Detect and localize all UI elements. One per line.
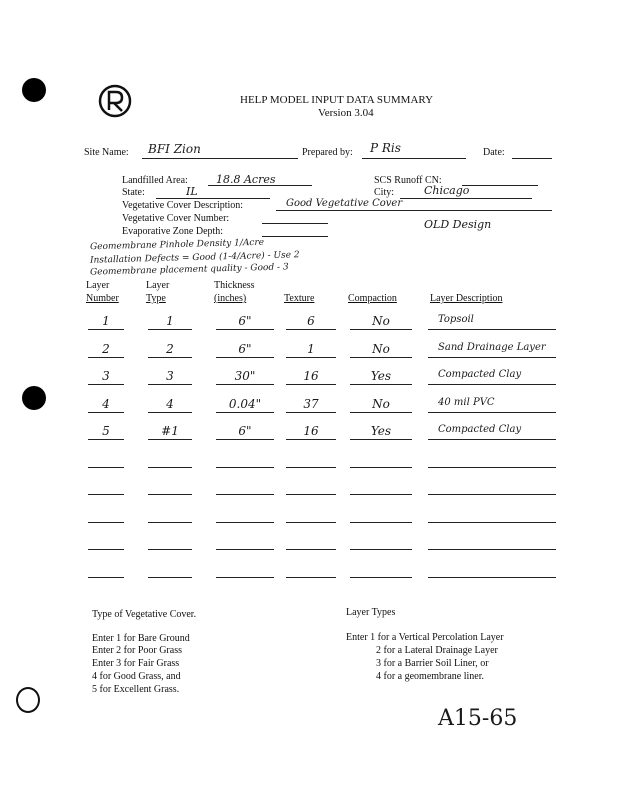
city-value: Chicago <box>424 184 470 197</box>
column-header-type: Type <box>146 293 166 304</box>
design-note: OLD Design <box>424 218 492 231</box>
row-blank-line <box>148 522 192 523</box>
row-blank-line <box>428 384 556 385</box>
row-blank-line <box>286 522 336 523</box>
row-blank-line <box>350 549 412 550</box>
cell-number: 2 <box>102 341 110 356</box>
row-blank-line <box>216 577 274 578</box>
row-blank-line <box>216 384 274 385</box>
state-value: IL <box>186 185 198 198</box>
state-line <box>156 198 270 199</box>
row-blank-line <box>286 384 336 385</box>
row-blank-line <box>350 384 412 385</box>
cell-number: 3 <box>102 369 110 383</box>
row-blank-line <box>148 384 192 385</box>
site-name-value: BFI Zion <box>148 142 201 156</box>
cell-description: Topsoil <box>438 314 474 325</box>
note-3: Geomembrane placement quality - Good - 3 <box>89 262 289 278</box>
row-blank-line <box>350 439 412 440</box>
column-header-description: Layer Description <box>430 293 503 304</box>
row-blank-line <box>428 412 556 413</box>
veg-cover-num-line <box>262 223 328 224</box>
cell-type: 2 <box>166 341 174 356</box>
veg-cover-title: Type of Vegetative Cover. <box>92 609 197 620</box>
cell-thickness: 0.04" <box>228 396 262 411</box>
cell-compaction: No <box>372 341 390 356</box>
row-blank-line <box>216 467 274 468</box>
row-blank-line <box>88 412 124 413</box>
veg-cover-num-label: Vegetative Cover Number: <box>122 213 230 224</box>
row-blank-line <box>350 494 412 495</box>
row-blank-line <box>216 439 274 440</box>
row-blank-line <box>88 329 124 330</box>
veg-cover-option-1: Enter 1 for Bare Ground <box>92 633 190 644</box>
row-blank-line <box>216 412 274 413</box>
cell-number: 1 <box>102 314 110 328</box>
row-blank-line <box>428 329 556 330</box>
row-blank-line <box>148 549 192 550</box>
row-blank-line <box>428 357 556 358</box>
date-label: Date: <box>483 147 505 158</box>
row-blank-line <box>428 549 556 550</box>
cell-texture: 16 <box>303 424 319 438</box>
cell-description: Sand Drainage Layer <box>438 341 546 353</box>
veg-cover-option-2: Enter 2 for Poor Grass <box>92 645 182 656</box>
form-version: Version 3.04 <box>318 107 374 119</box>
site-name-label: Site Name: <box>84 147 129 158</box>
row-blank-line <box>286 549 336 550</box>
city-line <box>400 198 532 199</box>
prepared-by-line <box>362 158 466 159</box>
row-blank-line <box>428 522 556 523</box>
row-blank-line <box>428 467 556 468</box>
row-blank-line <box>216 522 274 523</box>
row-blank-line <box>88 357 124 358</box>
row-blank-line <box>148 467 192 468</box>
note-1: Geomembrane Pinhole Density 1/Acre <box>89 237 265 253</box>
cell-texture: 37 <box>303 396 319 411</box>
row-blank-line <box>148 439 192 440</box>
punch-hole-middle <box>22 386 46 410</box>
row-blank-line <box>350 357 412 358</box>
landfilled-area-value: 18.8 Acres <box>216 173 276 186</box>
row-blank-line <box>428 577 556 578</box>
landfilled-area-label: Landfilled Area: <box>122 175 188 186</box>
row-blank-line <box>286 467 336 468</box>
cell-compaction: No <box>372 396 390 411</box>
cell-type: 4 <box>166 396 174 411</box>
date-line <box>512 158 552 159</box>
evap-depth-label: Evaporative Zone Depth: <box>122 226 224 237</box>
layer-types-option-1: Enter 1 for a Vertical Percolation Layer <box>346 632 504 643</box>
row-blank-line <box>286 329 336 330</box>
layer-types-title: Layer Types <box>346 607 396 618</box>
cell-thickness: 6" <box>238 314 252 328</box>
column-header-thickness-line1: Thickness <box>214 280 255 291</box>
layer-types-option-2: 2 for a Lateral Drainage Layer <box>376 645 498 656</box>
cell-description: Compacted Clay <box>438 369 522 380</box>
veg-cover-desc-label: Vegetative Cover Description: <box>122 200 244 211</box>
cell-thickness: 6" <box>238 341 252 356</box>
page-code: A15-65 <box>438 706 518 731</box>
cell-texture: 1 <box>307 341 315 356</box>
column-header-thickness: (inches) <box>214 293 247 304</box>
punch-hole-top <box>22 78 46 102</box>
row-blank-line <box>148 412 192 413</box>
row-blank-line <box>350 412 412 413</box>
cell-type: 3 <box>166 369 174 383</box>
row-blank-line <box>350 329 412 330</box>
logo-stamp-icon <box>98 84 132 118</box>
row-blank-line <box>216 549 274 550</box>
veg-cover-desc-line <box>276 210 552 211</box>
veg-cover-desc-value: Good Vegetative Cover <box>286 198 403 209</box>
scs-runoff-line <box>462 185 538 186</box>
site-name-line <box>142 158 298 159</box>
scs-runoff-label: SCS Runoff CN: <box>374 175 442 186</box>
row-blank-line <box>350 522 412 523</box>
row-blank-line <box>88 494 124 495</box>
cell-description: 40 mil PVC <box>438 396 495 408</box>
landfilled-area-line <box>208 185 312 186</box>
row-blank-line <box>148 357 192 358</box>
punch-hole-bottom <box>16 687 40 713</box>
row-blank-line <box>88 522 124 523</box>
cell-number: 4 <box>102 396 110 411</box>
cell-thickness: 30" <box>234 369 256 383</box>
cell-texture: 16 <box>303 369 319 383</box>
prepared-by-label: Prepared by: <box>302 147 353 158</box>
row-blank-line <box>350 467 412 468</box>
cell-thickness: 6" <box>238 424 252 438</box>
row-blank-line <box>428 439 556 440</box>
row-blank-line <box>216 329 274 330</box>
evap-depth-line <box>262 236 328 237</box>
row-blank-line <box>88 549 124 550</box>
row-blank-line <box>216 357 274 358</box>
column-header-texture: Texture <box>284 293 315 304</box>
row-blank-line <box>286 412 336 413</box>
veg-cover-option-4: 4 for Good Grass, and <box>92 671 181 682</box>
column-header-number: Number <box>86 293 119 304</box>
row-blank-line <box>88 577 124 578</box>
row-blank-line <box>286 494 336 495</box>
layer-types-option-4: 4 for a geomembrane liner. <box>376 671 485 682</box>
cell-compaction: Yes <box>370 369 392 383</box>
row-blank-line <box>148 577 192 578</box>
prepared-by-value: P Ris <box>370 141 401 155</box>
row-blank-line <box>148 329 192 330</box>
layer-types-option-3: 3 for a Barrier Soil Liner, or <box>376 658 489 669</box>
row-blank-line <box>216 494 274 495</box>
column-header-type-line1: Layer <box>146 280 170 291</box>
cell-compaction: No <box>372 314 390 328</box>
cell-texture: 6 <box>307 314 315 328</box>
note-2: Installation Defects = Good (1-4/Acre) - Use 2 <box>89 250 300 266</box>
form-title: HELP MODEL INPUT DATA SUMMARY <box>240 94 434 106</box>
row-blank-line <box>148 494 192 495</box>
veg-cover-option-5: 5 for Excellent Grass. <box>92 684 180 695</box>
column-header-compaction: Compaction <box>348 293 397 304</box>
city-label: City: <box>374 187 395 198</box>
veg-cover-option-3: Enter 3 for Fair Grass <box>92 658 180 669</box>
row-blank-line <box>88 384 124 385</box>
column-header-number-line1: Layer <box>86 280 110 291</box>
state-label: State: <box>122 187 145 198</box>
row-blank-line <box>286 577 336 578</box>
cell-type: #1 <box>161 424 179 438</box>
row-blank-line <box>286 439 336 440</box>
row-blank-line <box>286 357 336 358</box>
row-blank-line <box>88 467 124 468</box>
row-blank-line <box>88 439 124 440</box>
row-blank-line <box>428 494 556 495</box>
row-blank-line <box>350 577 412 578</box>
cell-number: 5 <box>102 424 110 438</box>
cell-type: 1 <box>166 314 174 328</box>
cell-compaction: Yes <box>370 424 392 438</box>
cell-description: Compacted Clay <box>438 424 522 435</box>
